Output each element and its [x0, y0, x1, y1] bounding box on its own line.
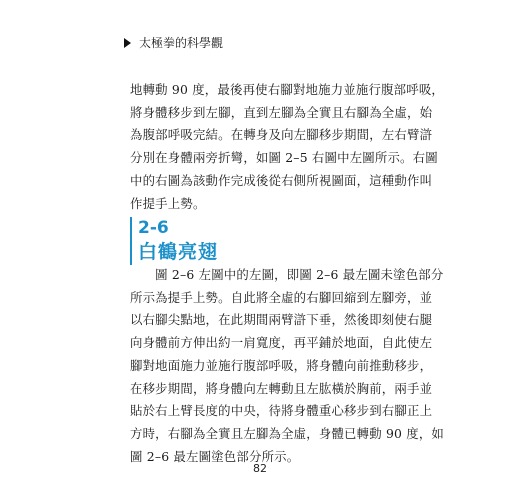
text-line: 腳對地面施力並施行腹部呼吸，將身體向前推動移步，: [130, 357, 433, 373]
text-line: 所示為提手上勢。自此將全虛的右腳回縮到左腳旁，並: [130, 289, 433, 305]
text-line: 地轉動 90 度，最後再使右腳對地施力並施行腹部呼吸，: [130, 82, 445, 97]
section-number: 2-6: [138, 218, 169, 238]
paragraph-2: [130, 264, 445, 468]
text-line: 方時，右腳為全實且左腳為全虛，身體已轉動 90 度，如: [130, 425, 445, 441]
text-line: 圖 2–6 最左圖塗色部分所示。: [130, 448, 300, 464]
text-line: 在移步期間，將身體向左轉動且左肱橫於胸前，兩手並: [130, 380, 433, 396]
text-line: 貼於右上臂長度的中央，待將身體重心移步到右腳正上: [130, 403, 433, 419]
text-line: 分別在身體兩旁折彎，如圖 2–5 右圖中左圖所示。右圖: [130, 150, 438, 166]
text-line: 中的右圖為該動作完成後從右側所視圖面，這種動作叫: [130, 172, 433, 188]
triangle-marker-icon: [124, 38, 131, 48]
text-line: 為腹部呼吸完結。在轉身及向左腳移步期間，左右臂滸: [130, 127, 433, 143]
text-line: 以右腳尖點地，在此期間兩臂滸下垂，然後即刻使右腿: [130, 312, 433, 328]
text-line: 將身體移步到左腳，直到左腳為全實且右腳為全虛，始: [130, 104, 433, 120]
text-line: 圖 2–6 左圖中的左圖，即圖 2–6 最左圖未塗色部分: [130, 267, 444, 282]
book-title: 太極拳的科學觀: [139, 36, 224, 50]
section-title: 白鶴亮翅: [138, 241, 219, 263]
text-line: 向身體前方伸出約一肩寬度，再平鋪於地面，自此使左: [130, 335, 433, 351]
paragraph-1: [130, 79, 445, 215]
running-header: [124, 34, 223, 51]
text-line: 作提手上勢。: [130, 195, 206, 211]
section-heading: [130, 217, 218, 265]
page-number: 82: [253, 462, 267, 475]
